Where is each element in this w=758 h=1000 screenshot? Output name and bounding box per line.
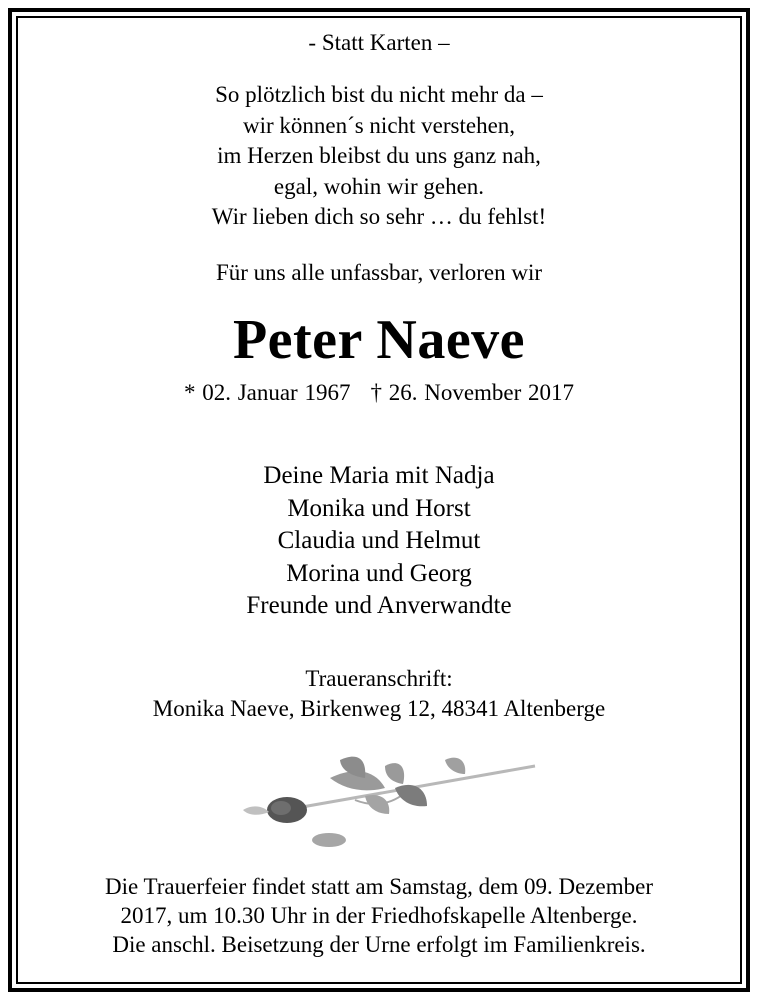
mourning-address [0, 664, 758, 724]
rose-leaf [445, 758, 465, 774]
poem-line: egal, wohin wir gehen. [273, 173, 485, 199]
poem-line: So plötzlich bist du nicht mehr da – [215, 82, 543, 107]
rose-leaf [395, 785, 427, 806]
mourners-list [0, 460, 758, 623]
poem-line: Wir lieben dich so sehr … du fehlst! [211, 204, 547, 229]
mourner-item: Monika und Horst [287, 494, 471, 522]
funeral-info-line: 2017, um 10.30 Uhr in der Friedhofskapelle Altenberge. [120, 903, 638, 928]
intro-text: Für uns alle unfassbar, verloren wir [215, 260, 543, 285]
rose-leaf [365, 795, 389, 814]
mourner-item: Claudia und Helmut [277, 527, 481, 554]
funeral-info-line: Die anschl. Beisetzung der Urne erfolgt im Familienkreis. [112, 932, 646, 957]
funeral-info-line: Die Trauerfeier findet statt am Samstag, dem 09. Dezember [104, 874, 653, 899]
header-text: - Statt Karten – [308, 30, 450, 55]
life-dates [0, 378, 758, 408]
poem [0, 80, 758, 233]
rose-petal [312, 833, 346, 847]
notice-header [0, 28, 758, 58]
mourner-item: Morina und Georg [286, 559, 472, 587]
birth-date: * 02. Januar 1967 [183, 380, 351, 405]
address-value: Monika Naeve, Birkenweg 12, 48341 Altenberge [152, 696, 606, 721]
mourner-item: Deine Maria mit Nadja [263, 462, 495, 489]
death-date: † 26. November 2017 [370, 380, 575, 405]
rose-bloom-highlight [271, 801, 291, 815]
deceased-name [0, 302, 758, 378]
funeral-info [0, 872, 758, 959]
address-label: Traueranschrift: [305, 666, 453, 691]
rose-leaf [385, 763, 404, 784]
deceased-name-text: Peter Naeve [232, 309, 526, 371]
mourner-item: Freunde und Anverwandte [246, 592, 512, 619]
rose-sepal [243, 806, 269, 814]
rose-icon [235, 748, 545, 858]
intro [0, 258, 758, 288]
poem-line: im Herzen bleibst du uns ganz nah, [217, 143, 541, 168]
poem-line: wir können´s nicht verstehen, [242, 112, 516, 138]
